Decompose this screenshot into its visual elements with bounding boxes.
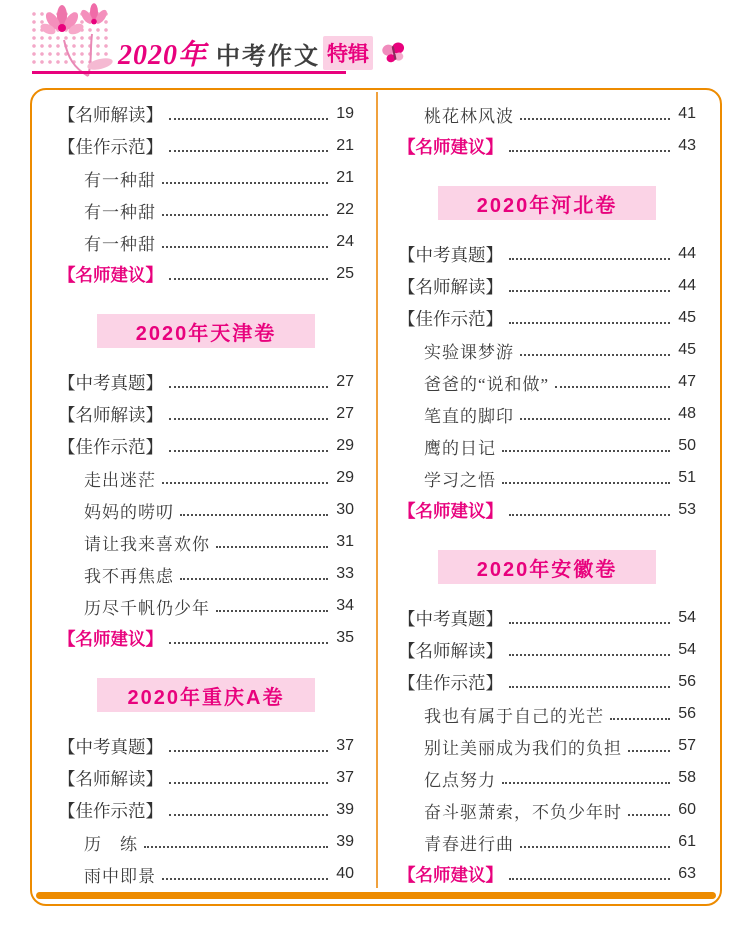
toc-entry: [58, 558, 354, 590]
dot-leader: [169, 150, 328, 152]
toc-entry: [58, 526, 354, 558]
toc-entry: [58, 858, 354, 890]
entry-page-number: 60: [678, 801, 696, 818]
entry-page-number: 56: [678, 705, 696, 722]
entry-label: 雨中即景: [84, 866, 156, 886]
entry-label: 【中考真题】: [398, 244, 503, 265]
dot-leader: [509, 622, 670, 624]
entry-label: 【名师建议】: [398, 136, 503, 157]
toc-entry: [58, 794, 354, 826]
entry-label: 青春进行曲: [424, 834, 514, 854]
section-header: [438, 186, 656, 220]
section-title: 2020年天津卷: [135, 322, 277, 345]
title-year: 2020年: [118, 40, 208, 71]
dot-leader: [162, 182, 328, 184]
dot-leader: [520, 118, 670, 120]
toc-entry: [58, 494, 354, 526]
entry-page-number: 27: [336, 373, 354, 390]
toc-column-left: [32, 90, 376, 904]
column-divider: [376, 92, 378, 888]
entry-label: 历 练: [84, 834, 138, 854]
entry-page-number: 48: [678, 405, 696, 422]
dot-leader: [162, 482, 328, 484]
toc-entry: [398, 602, 696, 634]
entry-label: 亿点努力: [424, 770, 496, 790]
entry-page-number: 39: [336, 801, 354, 818]
dot-leader: [169, 418, 328, 420]
entry-page-number: 51: [678, 469, 696, 486]
entry-page-number: 37: [336, 737, 354, 754]
entry-page-number: 22: [336, 201, 354, 218]
entry-label: 【名师解读】: [58, 104, 163, 125]
entry-label: 历尽千帆仍少年: [84, 598, 210, 618]
toc-entry: [58, 762, 354, 794]
entry-page-number: 41: [678, 105, 696, 122]
toc-entry: [58, 98, 354, 130]
toc-entry: [398, 634, 696, 666]
entry-page-number: 21: [336, 169, 354, 186]
toc-entry: [398, 130, 696, 162]
dot-leader: [509, 150, 670, 152]
dot-leader: [144, 846, 328, 848]
entry-page-number: 39: [336, 833, 354, 850]
entry-page-number: 57: [678, 737, 696, 754]
dot-leader: [509, 290, 670, 292]
toc-entry: [58, 258, 354, 290]
dot-leader: [509, 258, 670, 260]
toc-entry: [398, 302, 696, 334]
entry-label: 我不再焦虑: [84, 566, 174, 586]
section-header: [97, 314, 315, 348]
entry-label: 【佳作示范】: [398, 672, 503, 693]
entry-label: 别让美丽成为我们的负担: [424, 738, 622, 758]
dot-leader: [169, 450, 328, 452]
toc-entry: [58, 194, 354, 226]
toc-entry: [58, 590, 354, 622]
entry-label: 【佳作示范】: [58, 800, 163, 821]
toc-entry: [398, 398, 696, 430]
entry-page-number: 61: [678, 833, 696, 850]
entry-page-number: 45: [678, 309, 696, 326]
page-header: [0, 0, 750, 88]
entry-label: 桃花林风波: [424, 106, 514, 126]
entry-page-number: 37: [336, 769, 354, 786]
entry-label: 奋斗驱萧索，不负少年时: [424, 802, 622, 822]
entry-page-number: 27: [336, 405, 354, 422]
dot-leader: [169, 386, 328, 388]
entry-label: 【名师解读】: [58, 404, 163, 425]
toc-entry: [398, 730, 696, 762]
toc-entry: [398, 858, 696, 890]
entry-page-number: 29: [336, 469, 354, 486]
dot-leader: [216, 546, 328, 548]
dot-leader: [216, 610, 328, 612]
dot-leader: [502, 782, 670, 784]
dot-leader: [169, 782, 328, 784]
entry-label: 【名师解读】: [398, 640, 503, 661]
entry-label: 【佳作示范】: [398, 308, 503, 329]
entry-label: 【佳作示范】: [58, 436, 163, 457]
entry-page-number: 43: [678, 137, 696, 154]
entry-label: 学习之悟: [424, 470, 496, 490]
dot-leader: [169, 642, 328, 644]
dot-leader: [555, 386, 670, 388]
toc-entry: [58, 398, 354, 430]
bottom-accent-bar: [36, 892, 716, 899]
dot-leader: [509, 322, 670, 324]
entry-page-number: 54: [678, 641, 696, 658]
dot-leader: [169, 750, 328, 752]
toc-entry: [58, 730, 354, 762]
dot-leader: [169, 118, 328, 120]
dot-leader: [502, 482, 670, 484]
entry-page-number: 45: [678, 341, 696, 358]
entry-page-number: 40: [336, 865, 354, 882]
entry-page-number: 53: [678, 501, 696, 518]
entry-label: 【中考真题】: [58, 736, 163, 757]
toc-column-right: [376, 90, 720, 904]
dot-leader: [169, 814, 328, 816]
entry-label: 有一种甜: [84, 234, 156, 254]
toc-entry: [58, 130, 354, 162]
entry-label: 走出迷茫: [84, 470, 156, 490]
entry-page-number: 63: [678, 865, 696, 882]
dot-leader: [520, 354, 670, 356]
section-header: [97, 678, 315, 712]
entry-page-number: 44: [678, 277, 696, 294]
toc-entry: [398, 698, 696, 730]
entry-page-number: 25: [336, 265, 354, 282]
dot-leader: [628, 814, 670, 816]
entry-page-number: 44: [678, 245, 696, 262]
dot-leader: [628, 750, 670, 752]
entry-label: 【佳作示范】: [58, 136, 163, 157]
dot-leader: [169, 278, 328, 280]
entry-page-number: 29: [336, 437, 354, 454]
entry-label: 鹰的日记: [424, 438, 496, 458]
dot-leader: [509, 654, 670, 656]
entry-label: 【名师建议】: [398, 500, 503, 521]
dot-leader: [610, 718, 670, 720]
entry-label: 【名师建议】: [58, 264, 163, 285]
entry-label: 请让我来喜欢你: [84, 534, 210, 554]
dot-leader: [520, 418, 670, 420]
toc-entry: [398, 826, 696, 858]
entry-page-number: 50: [678, 437, 696, 454]
dot-leader: [520, 846, 670, 848]
toc-entry: [398, 430, 696, 462]
butterfly-icon: [379, 40, 409, 67]
dot-leader: [180, 514, 328, 516]
dot-leader: [509, 514, 670, 516]
title-highlight: 特辑: [323, 36, 373, 70]
dot-leader: [509, 686, 670, 688]
entry-page-number: 47: [678, 373, 696, 390]
toc-entry: [398, 762, 696, 794]
toc-entry: [398, 270, 696, 302]
toc-entry: [398, 366, 696, 398]
dot-leader: [502, 450, 670, 452]
entry-label: 【中考真题】: [398, 608, 503, 629]
lotus-flower-decoration: [34, 0, 130, 80]
entry-label: 爸爸的“说和做”: [424, 374, 550, 394]
dot-leader: [162, 246, 328, 248]
entry-page-number: 54: [678, 609, 696, 626]
entry-page-number: 31: [336, 533, 354, 550]
entry-label: 【名师解读】: [398, 276, 503, 297]
toc-entry: [58, 430, 354, 462]
entry-label: 有一种甜: [84, 170, 156, 190]
entry-page-number: 56: [678, 673, 696, 690]
dot-leader: [162, 878, 328, 880]
section-header: [438, 550, 656, 584]
toc-entry: [58, 622, 354, 654]
toc-entry: [398, 98, 696, 130]
entry-label: 妈妈的唠叨: [84, 502, 174, 522]
toc-entry: [58, 162, 354, 194]
toc-entry: [398, 666, 696, 698]
section-title: 2020年重庆A卷: [127, 686, 285, 709]
entry-label: 笔直的脚印: [424, 406, 514, 426]
toc-entry: [398, 494, 696, 526]
entry-page-number: 21: [336, 137, 354, 154]
dot-leader: [509, 878, 670, 880]
section-title: 2020年河北卷: [476, 194, 618, 217]
toc-entry: [58, 226, 354, 258]
entry-page-number: 19: [336, 105, 354, 122]
entry-page-number: 30: [336, 501, 354, 518]
entry-label: 有一种甜: [84, 202, 156, 222]
entry-page-number: 24: [336, 233, 354, 250]
entry-page-number: 35: [336, 629, 354, 646]
entry-label: 实验课梦游: [424, 342, 514, 362]
toc-entry: [58, 826, 354, 858]
book-title-row: [118, 33, 407, 73]
entry-label: 【中考真题】: [58, 372, 163, 393]
entry-page-number: 34: [336, 597, 354, 614]
dot-leader: [180, 578, 328, 580]
entry-label: 【名师解读】: [58, 768, 163, 789]
toc-entry: [58, 366, 354, 398]
toc-entry: [398, 238, 696, 270]
entry-label: 我也有属于自己的光芒: [424, 706, 604, 726]
toc-entry: [398, 794, 696, 826]
book-title: 中考作文: [216, 42, 321, 70]
entry-label: 【名师建议】: [398, 864, 503, 885]
dot-leader: [162, 214, 328, 216]
section-title: 2020年安徽卷: [476, 558, 618, 581]
header-underline: [32, 71, 346, 74]
entry-page-number: 33: [336, 565, 354, 582]
toc-entry: [58, 462, 354, 494]
content-frame: [30, 88, 722, 906]
entry-page-number: 58: [678, 769, 696, 786]
toc-entry: [398, 462, 696, 494]
entry-label: 【名师建议】: [58, 628, 163, 649]
toc-entry: [398, 334, 696, 366]
